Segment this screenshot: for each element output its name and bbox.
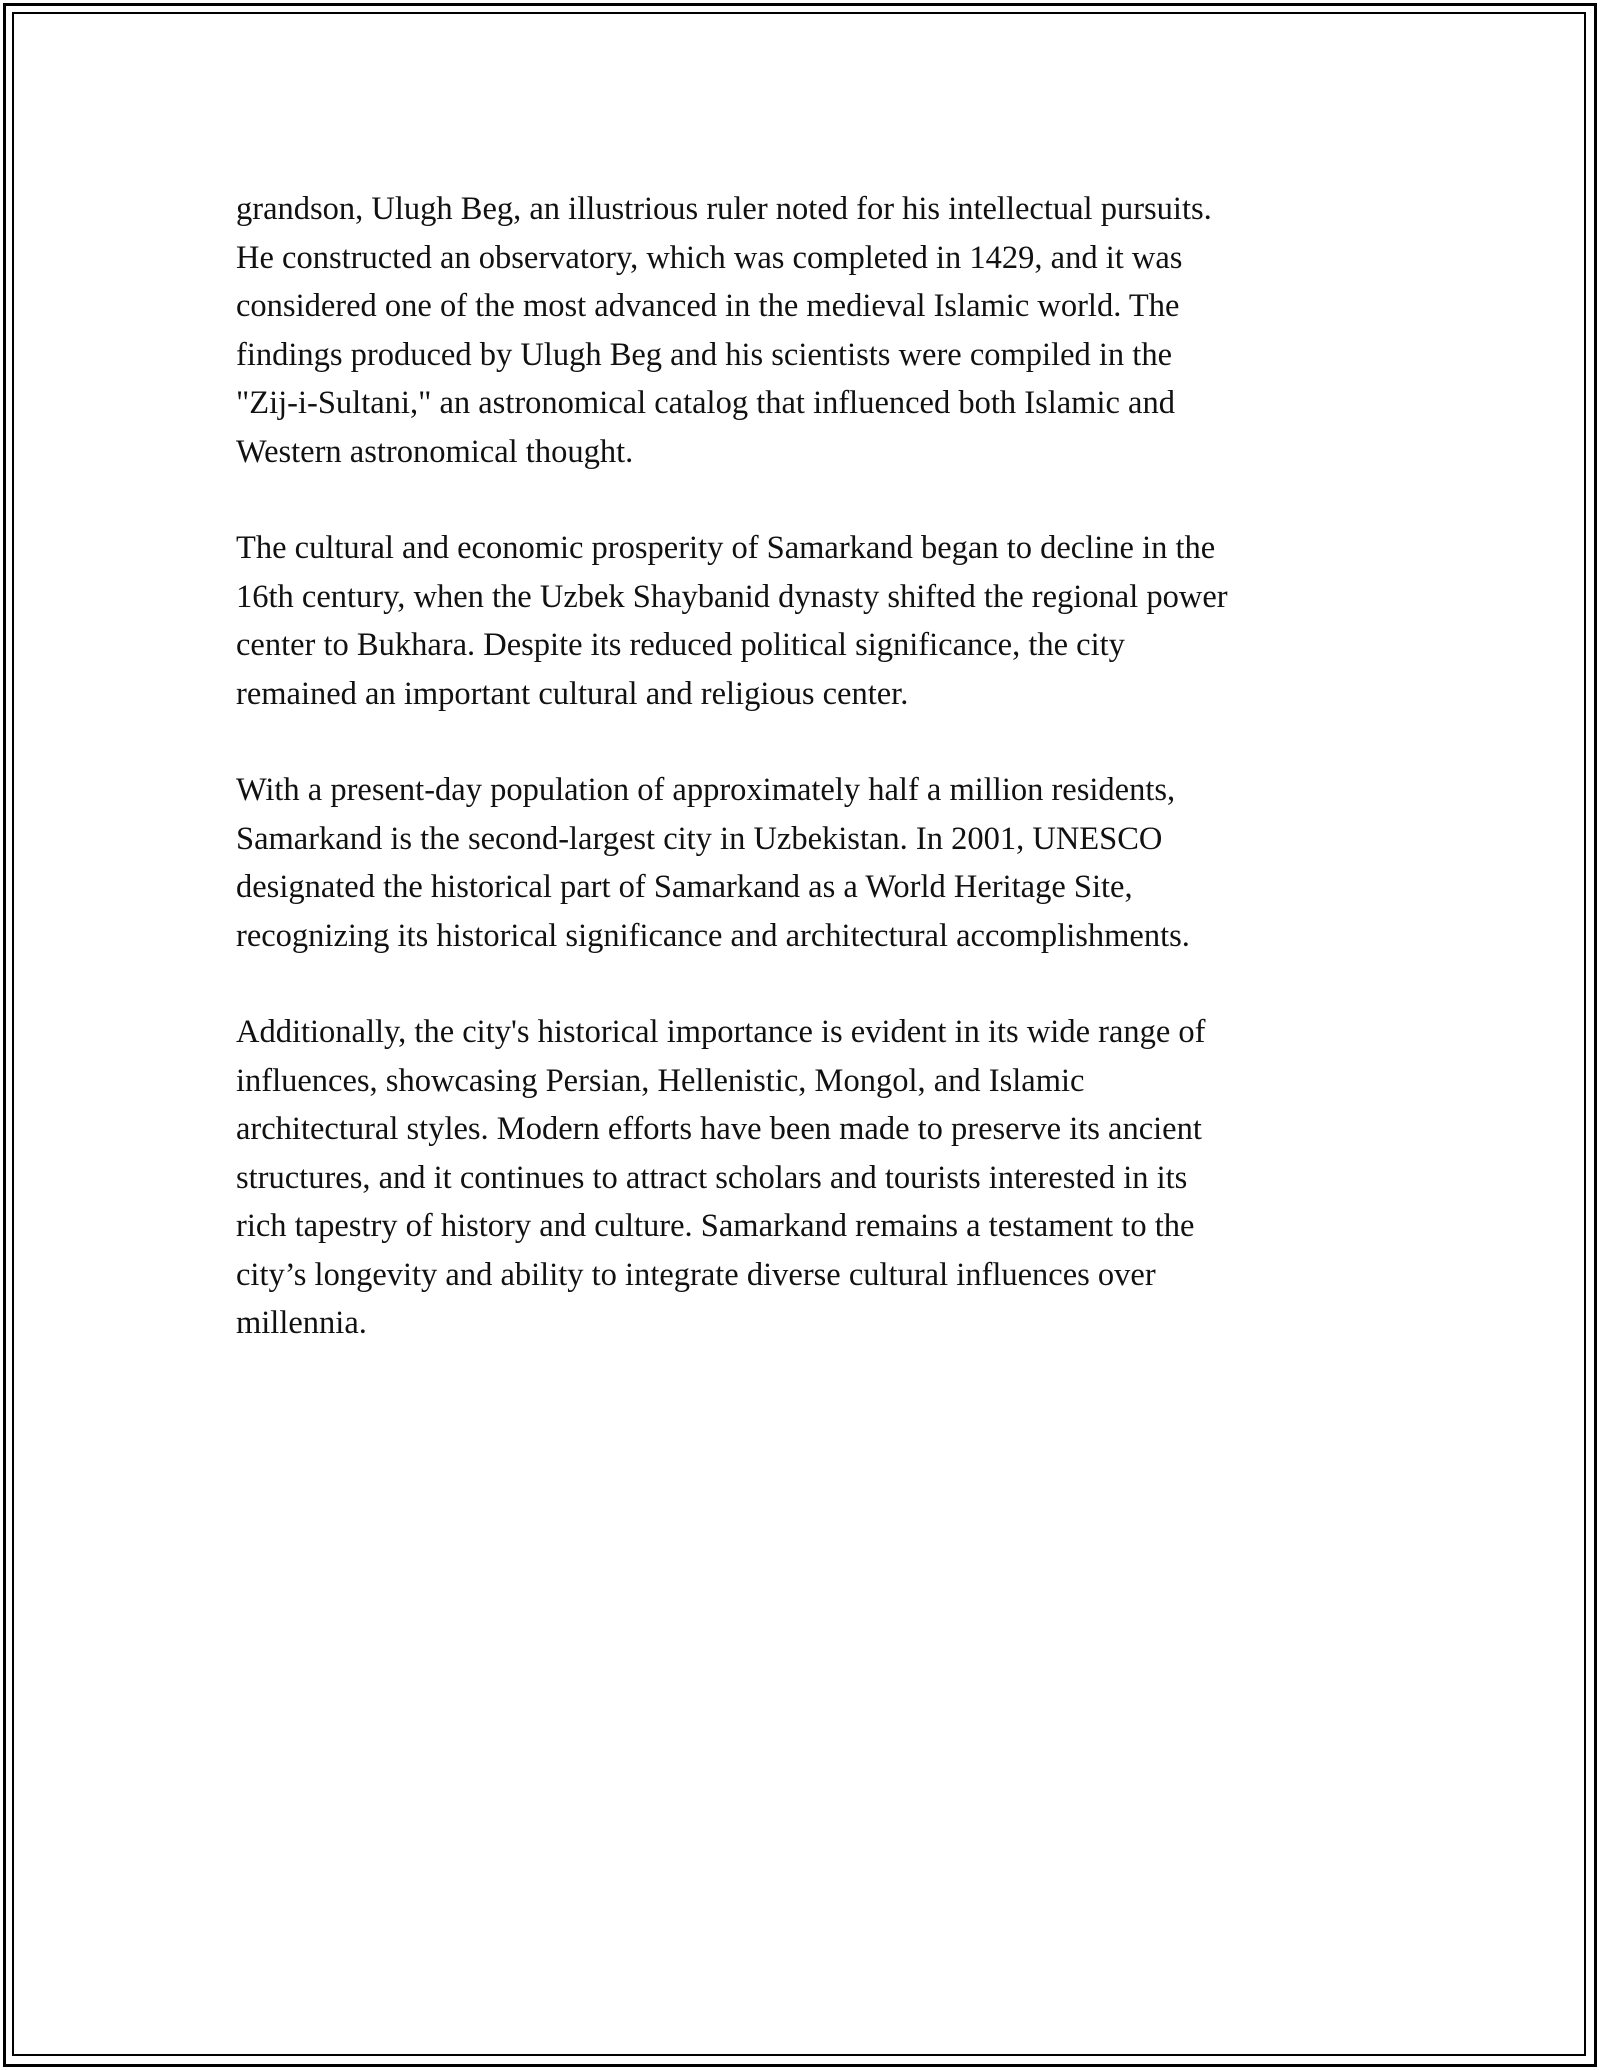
paragraph-ulugh-beg: grandson, Ulugh Beg, an illustrious ruler noted for his intellectual pursuits. He constructed an observatory, which was completed in 1429, and it was considered one of the most advanced in the medieval Islamic world. The findings produced by Ulugh Beg and his scientists were compiled in the "Zij-i-Sultani," an astronomical catalog that influenced both Islamic and Western astronomical thought.	[236, 191, 1212, 470]
page-body	[236, 185, 1376, 1396]
paragraph-decline: The cultural and economic prosperity of Samarkand began to decline in the 16th century, when the Uzbek Shaybanid dynasty shifted the regional power center to Bukhara. Despite its reduced political significance, the city remained an important cultural and religious center.	[236, 530, 1228, 712]
paragraph-population: With a present-day population of approximately half a million residents, Samarkand is the second-largest city in Uzbekistan. In 2001, UNESCO designated the historical part of Samarkand as a World Heritage Site, recognizing its historical significance and architectural accomplishments.	[236, 772, 1190, 954]
paragraph-influences: Additionally, the city's historical importance is evident in its wide range of influences, showcasing Persian, Hellenistic, Mongol, and Islamic architectural styles. Modern efforts have been made to preserve its ancient structures, and it continues to attract scholars and tourists interested in its rich tapestry of history and culture. Samarkand remains a testament to the city’s longevity and ability to integrate diverse cultural influences over millennia.	[236, 1014, 1206, 1341]
